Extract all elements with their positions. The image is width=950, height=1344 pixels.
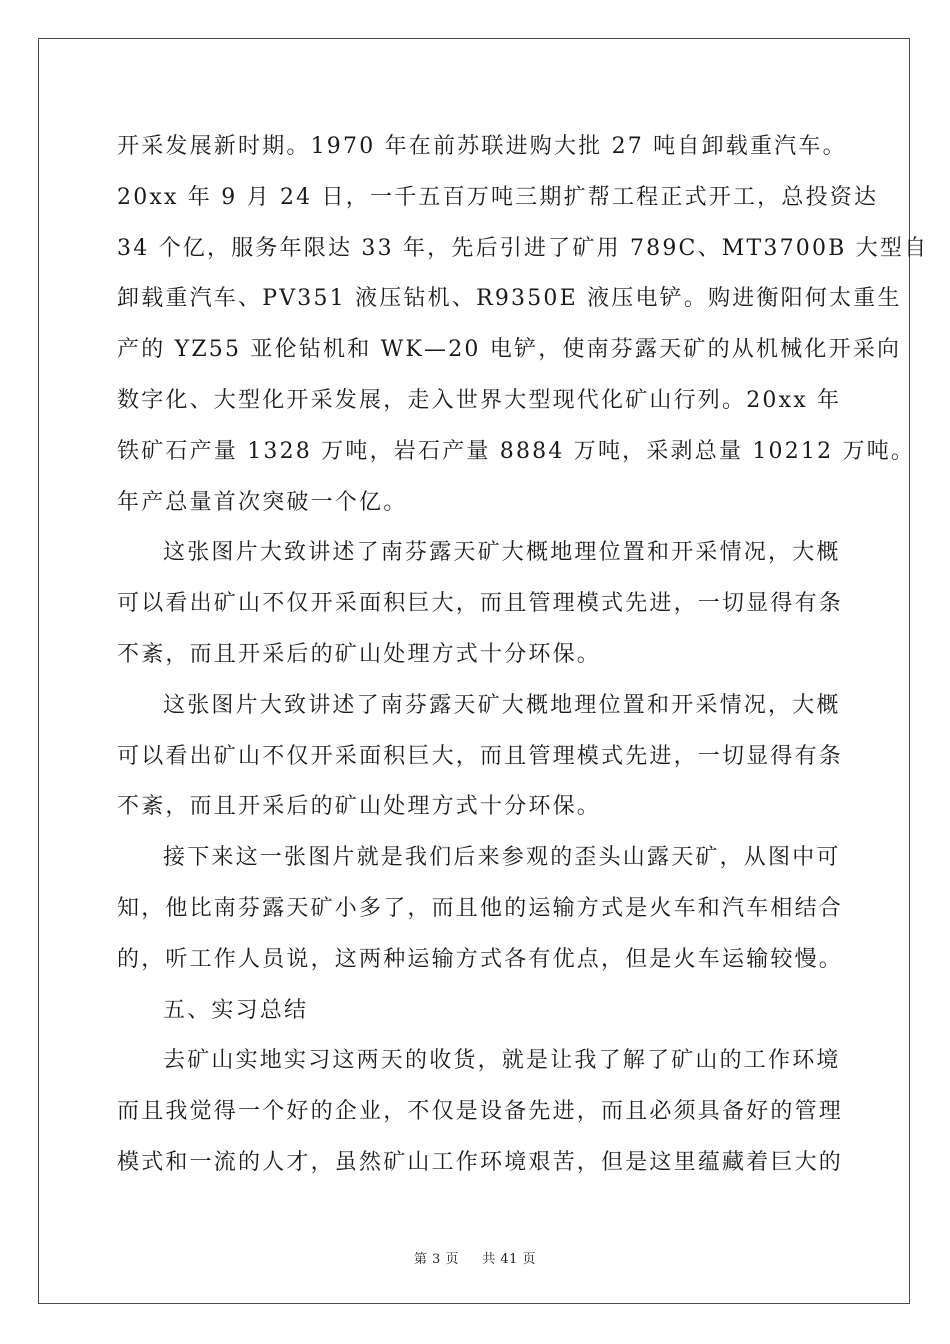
paragraph-3: [117, 681, 844, 833]
text-line: 去矿山实地实习这两天的收货，就是让我了解了矿山的工作环境: [163, 1048, 841, 1074]
text-line: 34 个亿，服务年限达 33 年，先后引进了矿用 789C、MT3700B 大型自: [117, 235, 929, 261]
text-line: 这张图片大致讲述了南芬露天矿大概地理位置和开采情况，大概: [163, 540, 841, 566]
paragraph-1: [117, 122, 929, 528]
text-line: 的，听工作人员说，这两种运输方式各有优点，但是火车运输较慢。: [117, 946, 844, 972]
paragraph-2: [117, 528, 844, 680]
text-line: 数字化、大型化开采发展，走入世界大型现代化矿山行列。20xx 年: [117, 387, 842, 413]
text-line: 不紊，而且开采后的矿山处理方式十分环保。: [117, 641, 602, 667]
total-pages: 共 41 页: [482, 1252, 537, 1267]
text-line: 这张图片大致讲述了南芬露天矿大概地理位置和开采情况，大概: [163, 692, 841, 718]
paragraph-5: [117, 1036, 844, 1188]
text-line: 不紊，而且开采后的矿山处理方式十分环保。: [117, 794, 602, 820]
text-line: 可以看出矿山不仅开采面积巨大，而且管理模式先进，一切显得有条: [117, 591, 844, 617]
section-heading: [117, 986, 833, 1037]
text-line: 知，他比南芬露天矿小多了，而且他的运输方式是火车和汽车相结合: [117, 895, 844, 921]
document-body: [117, 122, 929, 1189]
text-line: 而且我觉得一个好的企业，不仅是设备先进，而且必须具备好的管理: [117, 1099, 844, 1125]
text-line: 接下来这一张图片就是我们后来参观的歪头山露天矿，从图中可: [163, 845, 841, 871]
page-number: 第 3 页: [413, 1252, 459, 1267]
text-line: 卸载重汽车、PV351 液压钻机、R9350E 液压电铲。购进衡阳何太重生: [117, 286, 902, 312]
text-line: 开采发展新时期。1970 年在前苏联进购大批 27 吨自卸载重汽车。: [117, 134, 847, 159]
text-line: 产的 YZ55 亚伦钻机和 WK—20 电铲，使南芬露天矿的从机械化开采向: [117, 337, 902, 363]
text-line: 模式和一流的人才，虽然矿山工作环境艰苦，但是这里蕴藏着巨大的: [117, 1149, 844, 1175]
section-heading-text: 五、实习总结: [163, 997, 309, 1023]
text-line: 年产总量首次突破一个亿。: [117, 489, 408, 515]
paragraph-4: [117, 833, 844, 985]
text-line: 可以看出矿山不仅开采面积巨大，而且管理模式先进，一切显得有条: [117, 743, 844, 769]
text-line: 20xx 年 9 月 24 日，一千五百万吨三期扩帮工程正式开工，总投资达: [117, 184, 879, 210]
page-footer: [0, 1248, 950, 1267]
text-line: 铁矿石产量 1328 万吨，岩石产量 8884 万吨，采剥总量 10212 万吨。: [117, 438, 916, 464]
